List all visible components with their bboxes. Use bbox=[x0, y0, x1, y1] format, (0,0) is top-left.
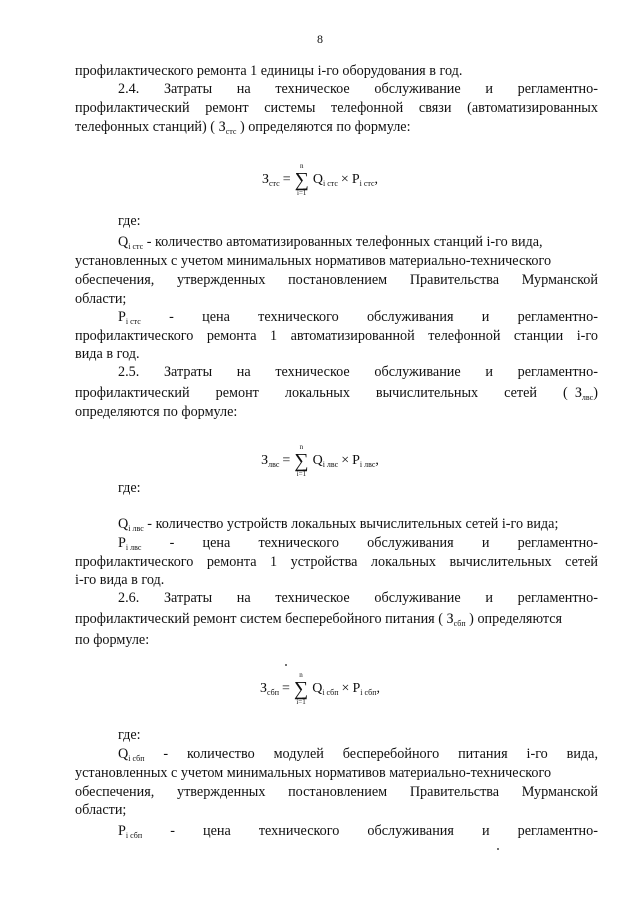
word: ремонт bbox=[215, 385, 259, 401]
sum-sign: n ∑ i=1 bbox=[294, 443, 309, 478]
word: техническое bbox=[275, 364, 350, 380]
symbol: З bbox=[446, 611, 454, 627]
word: - bbox=[169, 309, 174, 325]
word: регламентно- bbox=[517, 309, 598, 325]
word: обслуживания bbox=[367, 535, 454, 551]
word: автоматизированной bbox=[290, 328, 415, 344]
where-label: где: bbox=[118, 727, 141, 743]
definition-text: установленных с учетом минимальных нормативов материально-технического bbox=[75, 765, 552, 781]
word: профилактический bbox=[75, 100, 190, 116]
section-2-5-line-1 bbox=[118, 363, 598, 381]
word: и bbox=[481, 823, 490, 839]
formula-q: Q bbox=[312, 453, 323, 468]
word: количество bbox=[186, 746, 255, 762]
section-2-6-line-2 bbox=[75, 610, 598, 633]
word: вычислительных bbox=[449, 554, 552, 570]
formula-p-subscript: i лвс bbox=[359, 460, 376, 469]
word: вида, bbox=[566, 746, 598, 762]
formula-p: P bbox=[351, 172, 360, 187]
definition-text-justified bbox=[75, 327, 598, 345]
formula-q: Q bbox=[312, 681, 323, 696]
word: на bbox=[236, 590, 251, 606]
word: утвержденных bbox=[176, 272, 266, 288]
page-number: 8 bbox=[317, 32, 323, 46]
times-sign: × bbox=[341, 453, 350, 468]
text-segment: профилактический ремонт систем бесперебойного питания ( bbox=[75, 611, 443, 627]
symbol: Q bbox=[118, 234, 129, 250]
symbol-subscript: стс bbox=[225, 127, 237, 136]
word: и bbox=[481, 535, 490, 551]
word: локальных bbox=[370, 554, 436, 570]
word: техническое bbox=[275, 81, 350, 97]
text-segment: телефонных станций) ( bbox=[75, 119, 216, 135]
definition-text: вида в год. bbox=[75, 346, 140, 362]
word: обслуживание bbox=[374, 81, 461, 97]
definition-text-justified bbox=[75, 553, 598, 571]
definition-text-justified bbox=[75, 783, 598, 801]
formula-lhs-subscript: лвс bbox=[268, 460, 280, 469]
sum-upper-limit: n bbox=[299, 162, 304, 170]
times-sign: × bbox=[341, 681, 350, 696]
section-2-5-line-3: определяются по формуле: bbox=[75, 404, 238, 420]
section-2-4-line-3 bbox=[75, 118, 598, 141]
definition-text: i-го вида в год. bbox=[75, 572, 165, 588]
word: регламентно- bbox=[517, 823, 598, 839]
formula-q-subscript: i сбп bbox=[322, 688, 339, 697]
word: и bbox=[485, 81, 493, 97]
formula-lhs-subscript: стс bbox=[268, 179, 280, 188]
formula-comma: , bbox=[374, 172, 379, 187]
sum-lower-limit: i=1 bbox=[296, 470, 307, 478]
definition-text: - количество устройств локальных вычислительных сетей i-го вида; bbox=[147, 516, 559, 532]
section-2-4-line-2 bbox=[75, 99, 598, 117]
definition-text: области; bbox=[75, 802, 127, 818]
word: технического bbox=[258, 535, 339, 551]
word: регламентно- bbox=[517, 590, 598, 606]
word: бесперебойного bbox=[342, 746, 440, 762]
sum-lower-limit: i=1 bbox=[296, 698, 306, 706]
word: - bbox=[163, 746, 169, 762]
word: i-го bbox=[576, 328, 598, 344]
word: цена bbox=[202, 535, 231, 551]
word: сетей bbox=[504, 385, 537, 401]
word: технического bbox=[258, 823, 340, 839]
symbol-subscript: i сбп bbox=[125, 831, 143, 840]
word: системы bbox=[264, 100, 316, 116]
sum-lower-limit: i=1 bbox=[297, 189, 307, 197]
scan-speck bbox=[497, 848, 499, 850]
word: Правительства bbox=[409, 784, 500, 800]
word: вычислительных bbox=[375, 385, 479, 401]
definition-text-justified bbox=[75, 271, 598, 289]
sum-sign: n ∑ i=1 bbox=[294, 162, 309, 197]
formula-lhs: З bbox=[261, 172, 269, 187]
word: 1 bbox=[270, 328, 278, 344]
section-2-6-line-3: по формуле: bbox=[75, 632, 150, 648]
word: технического bbox=[258, 309, 339, 325]
word: обслуживание bbox=[374, 364, 461, 380]
word: обеспечения, bbox=[75, 272, 155, 288]
word: Мурманской bbox=[521, 784, 598, 800]
word: Затраты bbox=[163, 81, 213, 97]
formula-lhs: З bbox=[260, 681, 268, 696]
paragraph-continuation: профилактического ремонта 1 единицы i-го оборудования в год. bbox=[75, 63, 463, 79]
word: профилактического bbox=[75, 328, 194, 344]
word: локальных bbox=[284, 385, 350, 401]
paren: ) bbox=[593, 385, 598, 401]
section-2-6-line-1 bbox=[118, 589, 598, 607]
word: i-го bbox=[526, 746, 548, 762]
symbol-subscript: i стс bbox=[125, 317, 141, 326]
formula-comma: , bbox=[376, 681, 380, 696]
sum-upper-limit: n bbox=[299, 671, 303, 679]
formula-lhs: З bbox=[261, 453, 269, 468]
word: Затраты bbox=[163, 364, 213, 380]
word: цена bbox=[202, 823, 231, 839]
symbol: P bbox=[118, 309, 126, 325]
word: Мурманской bbox=[521, 272, 598, 288]
word: профилактического bbox=[75, 554, 194, 570]
word: питания bbox=[458, 746, 508, 762]
definition-text: установленных с учетом минимальных нормативов материально-технического bbox=[75, 253, 552, 269]
section-number: 2.4. bbox=[118, 81, 140, 97]
word: утвержденных bbox=[176, 784, 266, 800]
formula-p: P bbox=[352, 681, 361, 696]
word: постановлением bbox=[288, 784, 388, 800]
word: устройства bbox=[290, 554, 358, 570]
word: сетей bbox=[565, 554, 598, 570]
formula-stc: $З_{стс}$ = n ∑ i=1 $Q_{i стс}$ × $P_{i стс}$, bbox=[261, 162, 379, 197]
word: связи bbox=[418, 100, 452, 116]
word: Правительства bbox=[409, 272, 500, 288]
symbol-subscript: i лвс bbox=[128, 524, 144, 533]
word: телефонной bbox=[428, 328, 501, 344]
symbol: З bbox=[218, 119, 226, 135]
formula-lvs: $З_{лвс}$ = n ∑ i=1 $Q_{i лвс}$ × $P_{i лвс}$, bbox=[261, 443, 379, 478]
formula-sbp: $З_{сбп}$ = n ∑ i=1 $Q_{i сбп}$ × $P_{i сбп}$, bbox=[260, 671, 380, 706]
word: (автоматизированных bbox=[467, 100, 598, 116]
symbol-subscript: i лвс bbox=[125, 543, 142, 552]
word: ремонта bbox=[206, 554, 257, 570]
symbol-subscript: i сбп bbox=[128, 754, 145, 763]
definition-text: - количество автоматизированных телефонных станций i-го вида, bbox=[146, 234, 543, 250]
word: ремонт bbox=[205, 100, 249, 116]
word: и bbox=[485, 364, 493, 380]
paren: ( bbox=[562, 385, 568, 401]
word: ремонта bbox=[206, 328, 257, 344]
formula-p-subscript: i сбп bbox=[360, 688, 377, 697]
sum-sign: n ∑ i=1 bbox=[293, 671, 309, 706]
section-2-4-line-1 bbox=[118, 80, 598, 98]
word: регламентно- bbox=[517, 364, 598, 380]
definition-text: области; bbox=[75, 291, 127, 307]
symbol-subscript: i стс bbox=[128, 242, 144, 251]
text-segment: ) определяются по формуле: bbox=[239, 119, 411, 135]
word: на bbox=[236, 364, 251, 380]
symbol: Q bbox=[118, 746, 129, 762]
section-number: 2.5. bbox=[118, 364, 140, 380]
word: 1 bbox=[270, 554, 278, 570]
word: - bbox=[170, 823, 175, 839]
word: - bbox=[169, 535, 175, 551]
where-label: где: bbox=[118, 480, 141, 496]
word: цена bbox=[202, 309, 230, 325]
symbol: P bbox=[118, 823, 126, 839]
symbol: Q bbox=[118, 516, 129, 532]
symbol-subscript: сбп bbox=[453, 619, 466, 628]
definition-p-sbp bbox=[118, 822, 598, 845]
word: станции bbox=[513, 328, 564, 344]
formula-q-subscript: i лвс bbox=[322, 460, 339, 469]
word: Затраты bbox=[163, 590, 213, 606]
word: на bbox=[236, 81, 251, 97]
symbol: P bbox=[118, 535, 126, 551]
formula-p-subscript: i стс bbox=[359, 179, 375, 188]
formula-q: Q bbox=[312, 172, 323, 187]
word: постановлением bbox=[288, 272, 388, 288]
formula-lhs-subscript: сбп bbox=[267, 688, 280, 697]
times-sign: × bbox=[340, 172, 349, 187]
word: обслуживания bbox=[366, 309, 454, 325]
word: модулей bbox=[273, 746, 324, 762]
word: телефонной bbox=[331, 100, 404, 116]
where-label: где: bbox=[118, 213, 141, 229]
word: обслуживания bbox=[367, 823, 454, 839]
scan-speck bbox=[285, 664, 287, 666]
formula-q-subscript: i стс bbox=[322, 179, 338, 188]
text-segment: ) определяются bbox=[469, 611, 563, 627]
word: и bbox=[485, 590, 493, 606]
word: регламентно- bbox=[517, 535, 598, 551]
symbol-subscript: лвс bbox=[581, 393, 594, 402]
word: регламентно- bbox=[517, 81, 598, 97]
word: техническое bbox=[275, 590, 350, 606]
formula-comma: , bbox=[375, 453, 379, 468]
word: профилактический bbox=[75, 385, 190, 401]
word: обеспечения, bbox=[75, 784, 155, 800]
section-number: 2.6. bbox=[118, 590, 140, 606]
word: и bbox=[481, 309, 490, 325]
word: обслуживание bbox=[374, 590, 461, 606]
symbol: З bbox=[574, 385, 582, 401]
sum-upper-limit: n bbox=[299, 443, 304, 451]
formula-p: P bbox=[352, 453, 360, 468]
